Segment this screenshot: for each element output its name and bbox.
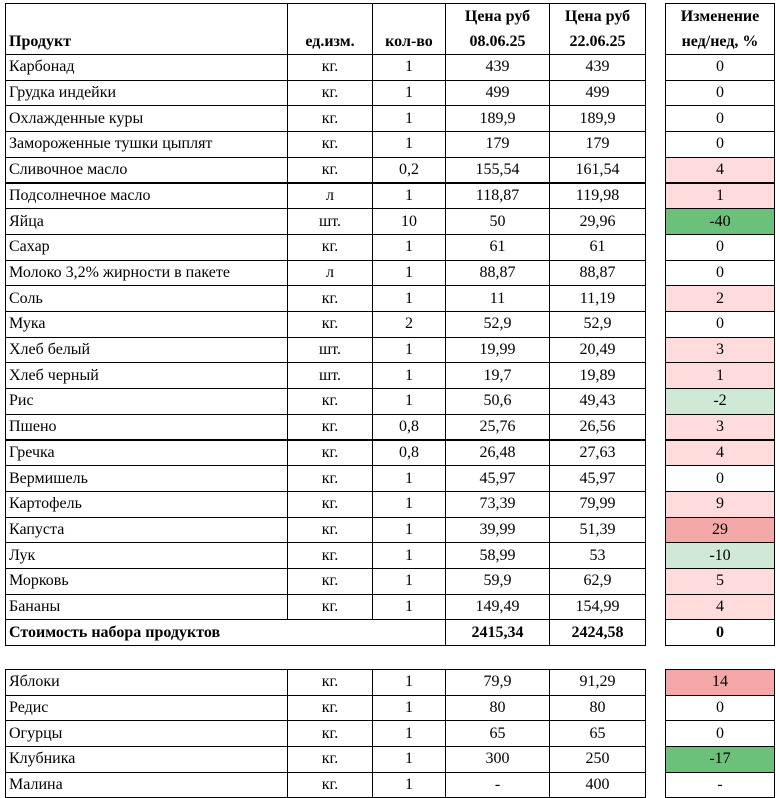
product-row-change: -40 (665, 208, 775, 235)
product-row-p2: 11,19 (549, 285, 646, 312)
seasonal-row-p2: 65 (549, 720, 646, 747)
total-change: 0 (665, 619, 775, 646)
seasonal-row-qty: 1 (372, 695, 446, 722)
product-row-p1: 179 (445, 131, 550, 158)
product-row-unit: кг. (287, 54, 373, 81)
seasonal-row-p1: 65 (445, 720, 550, 747)
product-row-change: 1 (665, 362, 775, 389)
product-row-p2: 88,87 (549, 260, 646, 287)
seasonal-row-name: Малина (5, 772, 288, 798)
product-row-unit: кг. (287, 465, 373, 492)
product-row-unit: кг. (287, 105, 373, 132)
total-price-date2: 2424,58 (549, 619, 646, 646)
product-row-p2: 51,39 (549, 517, 646, 544)
product-row-qty: 1 (372, 260, 446, 287)
header-price-label-2: Цена руб (564, 8, 631, 25)
product-row-change: -10 (665, 542, 775, 569)
product-row-change: 0 (665, 54, 775, 81)
product-row-unit: кг. (287, 80, 373, 107)
total-price-date1: 2415,34 (445, 619, 550, 646)
header-price-date2 (549, 3, 646, 55)
header-price-label: Цена руб (464, 8, 531, 25)
total-label: Стоимость набора продуктов (5, 619, 288, 646)
product-row-unit: кг. (287, 131, 373, 158)
product-row-p2: 161,54 (549, 157, 646, 184)
product-row-p2: 53 (549, 542, 646, 569)
product-row-unit: кг. (287, 311, 373, 338)
header-price-date1 (445, 3, 550, 55)
product-row-qty: 1 (372, 131, 446, 158)
product-row-name: Грудка индейки (5, 80, 288, 107)
product-row-change: 0 (665, 105, 775, 132)
total-spacer (287, 619, 446, 646)
seasonal-row-p2: 250 (549, 746, 646, 773)
product-row-p1: 439 (445, 54, 550, 81)
product-row-p1: 52,9 (445, 311, 550, 338)
product-row-name: Сахар (5, 234, 288, 261)
product-row-unit: кг. (287, 388, 373, 415)
product-row-change: 9 (665, 491, 775, 518)
product-row-change: 0 (665, 260, 775, 287)
seasonal-row-qty: 1 (372, 772, 446, 798)
product-row-qty: 0,2 (372, 157, 446, 184)
product-row-p1: 45,97 (445, 465, 550, 492)
product-row-qty: 1 (372, 183, 446, 210)
header-unit: ед.изм. (287, 3, 373, 55)
product-row-qty: 1 (372, 80, 446, 107)
product-row-qty: 1 (372, 594, 446, 621)
product-row-p1: 50,6 (445, 388, 550, 415)
product-row-unit: кг. (287, 517, 373, 544)
product-row-name: Яйца (5, 208, 288, 235)
product-row-name: Вермишель (5, 465, 288, 492)
product-row-qty: 1 (372, 362, 446, 389)
product-row-qty: 1 (372, 105, 446, 132)
seasonal-row-unit: кг. (287, 772, 373, 798)
product-row-qty: 10 (372, 208, 446, 235)
product-row-change: 5 (665, 568, 775, 595)
product-row-p2: 29,96 (549, 208, 646, 235)
product-row-unit: шт. (287, 208, 373, 235)
product-row-qty: 1 (372, 568, 446, 595)
product-row-unit: кг. (287, 414, 373, 441)
product-row-change: 0 (665, 234, 775, 261)
product-row-unit: шт. (287, 337, 373, 364)
product-row-change: 4 (665, 440, 775, 467)
product-row-p1: 118,87 (445, 183, 550, 210)
product-row-p1: 39,99 (445, 517, 550, 544)
product-row-unit: кг. (287, 594, 373, 621)
product-row-p1: 73,39 (445, 491, 550, 518)
seasonal-row-change: - (665, 772, 775, 798)
product-row-p2: 179 (549, 131, 646, 158)
product-row-name: Охлажденные куры (5, 105, 288, 132)
seasonal-row-change: 0 (665, 695, 775, 722)
product-row-qty: 0,8 (372, 440, 446, 467)
seasonal-row-name: Редис (5, 695, 288, 722)
product-row-p1: 25,76 (445, 414, 550, 441)
product-row-p2: 61 (549, 234, 646, 261)
seasonal-row-p1: - (445, 772, 550, 798)
product-row-name: Замороженные тушки цыплят (5, 131, 288, 158)
product-row-change: 1 (665, 183, 775, 210)
product-row-p2: 52,9 (549, 311, 646, 338)
product-row-p1: 61 (445, 234, 550, 261)
product-row-name: Морковь (5, 568, 288, 595)
product-row-qty: 1 (372, 491, 446, 518)
product-row-qty: 1 (372, 542, 446, 569)
product-row-p1: 189,9 (445, 105, 550, 132)
product-row-p1: 88,87 (445, 260, 550, 287)
product-row-qty: 1 (372, 388, 446, 415)
product-row-change: 3 (665, 337, 775, 364)
product-row-change: 0 (665, 131, 775, 158)
product-row-p2: 119,98 (549, 183, 646, 210)
product-row-p2: 154,99 (549, 594, 646, 621)
product-row-change: 0 (665, 465, 775, 492)
product-row-name: Хлеб белый (5, 337, 288, 364)
product-row-unit: кг. (287, 568, 373, 595)
product-row-unit: кг. (287, 542, 373, 569)
product-row-change: 3 (665, 414, 775, 441)
product-row-unit: кг. (287, 440, 373, 467)
product-row-p2: 439 (549, 54, 646, 81)
product-row-change: 0 (665, 80, 775, 107)
product-row-name: Соль (5, 285, 288, 312)
product-row-name: Бананы (5, 594, 288, 621)
seasonal-row-p1: 79,9 (445, 669, 550, 696)
seasonal-row-unit: кг. (287, 720, 373, 747)
header-change-line2: нед/нед, % (681, 33, 759, 50)
product-row-change: 4 (665, 157, 775, 184)
product-row-qty: 0,8 (372, 414, 446, 441)
product-row-name: Хлеб черный (5, 362, 288, 389)
product-row-name: Мука (5, 311, 288, 338)
product-row-unit: л (287, 260, 373, 287)
seasonal-row-change: 0 (665, 720, 775, 747)
seasonal-row-qty: 1 (372, 746, 446, 773)
seasonal-row-p2: 80 (549, 695, 646, 722)
product-row-p2: 26,56 (549, 414, 646, 441)
seasonal-row-p2: 400 (549, 772, 646, 798)
product-row-name: Рис (5, 388, 288, 415)
seasonal-row-unit: кг. (287, 669, 373, 696)
header-change (665, 3, 775, 55)
product-row-p1: 11 (445, 285, 550, 312)
product-row-p2: 19,89 (549, 362, 646, 389)
seasonal-row-name: Огурцы (5, 720, 288, 747)
product-row-p1: 19,99 (445, 337, 550, 364)
product-row-p2: 79,99 (549, 491, 646, 518)
product-row-p2: 27,63 (549, 440, 646, 467)
product-row-unit: кг. (287, 157, 373, 184)
product-row-name: Картофель (5, 491, 288, 518)
product-row-qty: 1 (372, 234, 446, 261)
product-row-p2: 62,9 (549, 568, 646, 595)
seasonal-row-name: Яблоки (5, 669, 288, 696)
product-row-change: 29 (665, 517, 775, 544)
header-change-line1: Изменение (680, 8, 760, 25)
product-row-p1: 26,48 (445, 440, 550, 467)
product-row-p2: 189,9 (549, 105, 646, 132)
seasonal-row-qty: 1 (372, 669, 446, 696)
product-row-p2: 20,49 (549, 337, 646, 364)
seasonal-row-unit: кг. (287, 746, 373, 773)
product-row-p1: 19,7 (445, 362, 550, 389)
product-row-name: Карбонад (5, 54, 288, 81)
header-date2: 22.06.25 (569, 33, 626, 50)
product-row-name: Лук (5, 542, 288, 569)
seasonal-row-unit: кг. (287, 695, 373, 722)
seasonal-row-name: Клубника (5, 746, 288, 773)
product-row-name: Подсолнечное масло (5, 183, 288, 210)
header-product: Продукт (5, 3, 288, 55)
product-row-name: Молоко 3,2% жирности в пакете (5, 260, 288, 287)
header-date1: 08.06.25 (469, 33, 526, 50)
product-row-p1: 58,99 (445, 542, 550, 569)
product-row-unit: кг. (287, 285, 373, 312)
product-row-name: Пшено (5, 414, 288, 441)
product-row-change: -2 (665, 388, 775, 415)
product-row-p1: 59,9 (445, 568, 550, 595)
product-row-qty: 1 (372, 465, 446, 492)
product-row-qty: 1 (372, 337, 446, 364)
product-row-p2: 45,97 (549, 465, 646, 492)
product-row-p2: 49,43 (549, 388, 646, 415)
seasonal-row-change: -17 (665, 746, 775, 773)
product-row-p2: 499 (549, 80, 646, 107)
header-qty: кол-во (372, 3, 446, 55)
product-row-unit: шт. (287, 362, 373, 389)
product-row-qty: 1 (372, 285, 446, 312)
product-row-qty: 1 (372, 517, 446, 544)
product-row-unit: л (287, 183, 373, 210)
product-row-name: Капуста (5, 517, 288, 544)
seasonal-row-p1: 300 (445, 746, 550, 773)
product-row-p1: 149,49 (445, 594, 550, 621)
product-row-qty: 1 (372, 54, 446, 81)
seasonal-row-p2: 91,29 (549, 669, 646, 696)
seasonal-row-p1: 80 (445, 695, 550, 722)
product-row-p1: 499 (445, 80, 550, 107)
seasonal-row-change: 14 (665, 669, 775, 696)
product-row-change: 2 (665, 285, 775, 312)
product-row-qty: 2 (372, 311, 446, 338)
product-row-p1: 155,54 (445, 157, 550, 184)
seasonal-row-qty: 1 (372, 720, 446, 747)
product-row-name: Гречка (5, 440, 288, 467)
product-row-p1: 50 (445, 208, 550, 235)
product-row-name: Сливочное масло (5, 157, 288, 184)
product-row-change: 4 (665, 594, 775, 621)
product-row-unit: кг. (287, 491, 373, 518)
product-row-unit: кг. (287, 234, 373, 261)
product-row-change: 0 (665, 311, 775, 338)
